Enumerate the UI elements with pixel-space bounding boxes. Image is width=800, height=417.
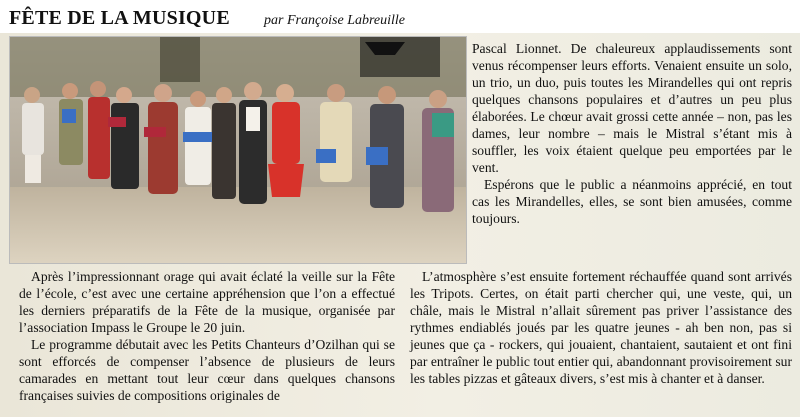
paragraph: L’atmosphère s’est ensuite fortement réchauffée quand sont arrivés les Tripots. Certes, on était parti chercher qui, une veste, qui, un châle, mais le Mistral n’allait sûrement pas priver l’assistance des rythmes endiablés joués par les quatre jeunes - ah ben non, pas si jeunes que ça - rockers, qui jouaient, chantaient, sautaient et ont fini par entraîner le public tout entier qui, abandonnant provisoirement sur les tables pizzas et gâteaux divers, s’est mis à chanter et à danser. [410, 269, 792, 386]
paragraph: Après l’impressionnant orage qui avait éclaté la veille sur la Fête de l’école, c’est avec une certaine appréhension que l’on a effectué les derniers préparatifs de la Fête de la musique, organisée par l’association Impass le Groupe le 20 juin. [19, 269, 395, 335]
paragraph: Espérons que le public a néanmoins apprécié, en tout cas les Mirandelles, elles, se sont bien amusées, comme toujours. [472, 177, 792, 226]
paragraph: Pascal Lionnet. De chaleureux applaudissements sont venus récompenser leurs efforts. Venaient ensuite un solo, un trio, un duo, puis toutes les Mirandelles qui ont repris quelques chansons populaires et d’autres un peu plus élaborées. Le chœur avait grossi cette année – non, pas les dames, leur nombre – mais le Mistral s’étant mis à souffler, les voix étaient quelque peu emportées par le vent. [472, 41, 792, 175]
article-byline: par Françoise Labreuille [264, 13, 406, 28]
choir-photo [9, 36, 467, 264]
article-title: FÊTE DE LA MUSIQUE [9, 7, 230, 29]
article-column-middle [410, 268, 792, 387]
paragraph: Le programme débutait avec les Petits Chanteurs d’Ozilhan qui se sont efforcés de compenser l’absence de plusieurs de leurs camarades en mettant tout leur cœur dans quelques chansons françaises suivies de compositions originales de [19, 337, 395, 403]
article-column-left [19, 268, 395, 404]
article-column-right [472, 40, 792, 227]
article-header [9, 7, 794, 33]
